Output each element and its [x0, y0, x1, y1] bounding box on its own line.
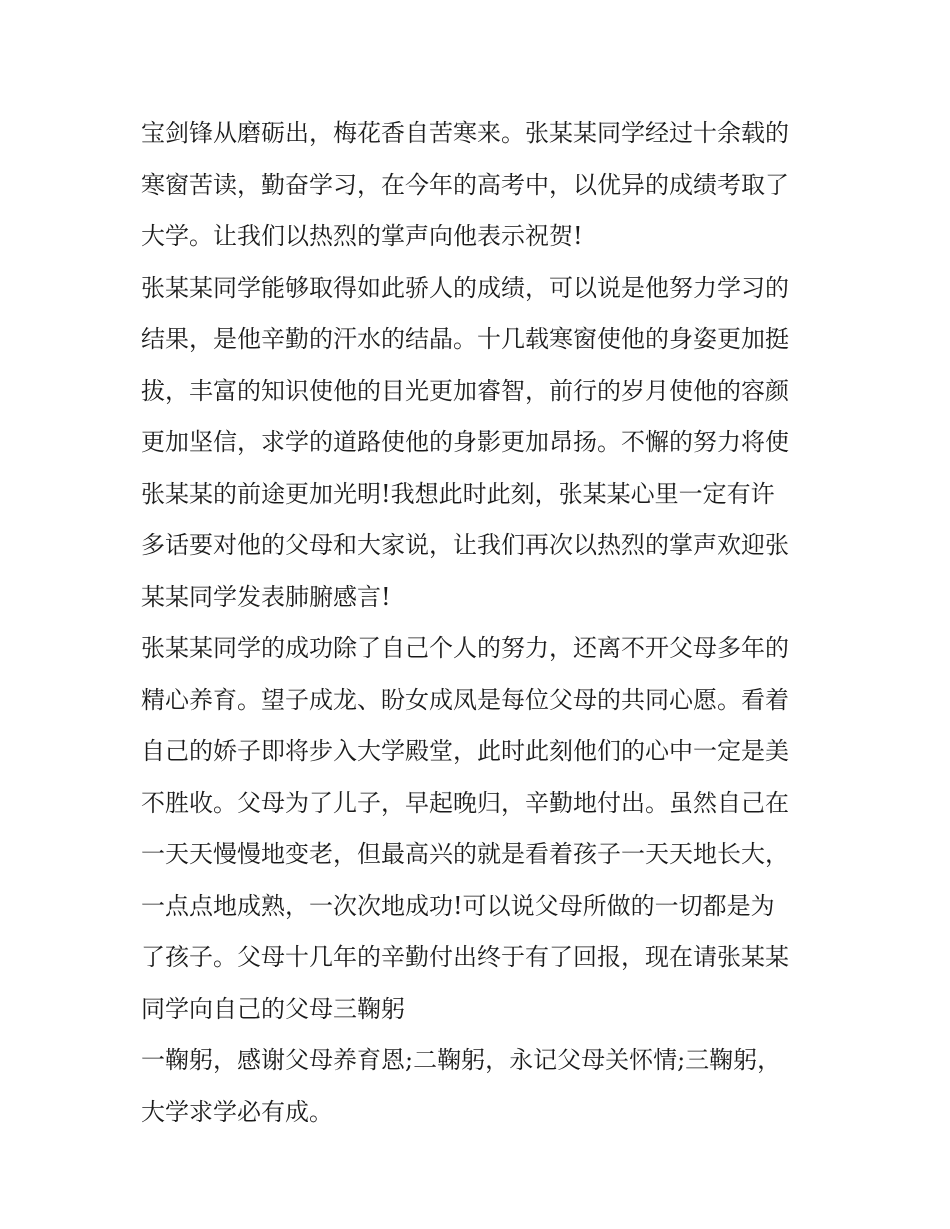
text-line-4: 张某某同学能够取得如此骄人的成绩，可以说是他努力学习的 [141, 273, 789, 302]
document-body [141, 108, 821, 1138]
text-line-19: 一鞠躬，感谢父母养育恩;二鞠躬，永记父母关怀情;三鞠躬， [141, 1046, 782, 1074]
text-line-5: 结果，是他辛勤的汗水的结晶。十几载寒窗使他的身姿更加挺 [141, 325, 789, 353]
text-line-12: 精心养育。望子成龙、盼女成凤是每位父母的共同心愿。看着 [141, 685, 789, 714]
text-line-3: 大学。让我们以热烈的掌声向他表示祝贺! [141, 222, 583, 250]
text-line-18: 同学向自己的父母三鞠躬 [141, 994, 405, 1023]
text-line-17: 了孩子。父母十几年的辛勤付出终于有了回报，现在请张某某 [141, 943, 789, 971]
text-line-1: 宝剑锋从磨砺出，梅花香自苦寒来。张某某同学经过十余载的 [141, 119, 789, 147]
text-line-13: 自己的娇子即将步入大学殿堂，此时此刻他们的心中一定是美 [141, 737, 789, 765]
text-line-16: 一点点地成熟，一次次地成功!可以说父母所做的一切都是为 [141, 891, 775, 920]
text-line-6: 拔，丰富的知识使他的目光更加睿智，前行的岁月使他的容颜 [141, 376, 789, 405]
text-line-20: 大学求学必有成。 [141, 1097, 333, 1126]
text-line-11: 张某某同学的成功除了自己个人的努力，还离不开父母多年的 [141, 634, 789, 662]
text-line-9: 多话要对他的父母和大家说，让我们再次以热烈的掌声欢迎张 [141, 531, 789, 559]
text-line-15: 一天天慢慢地变老，但最高兴的就是看着孩子一天天地长大， [141, 840, 789, 868]
text-line-2: 寒窗苦读，勤奋学习，在今年的高考中，以优异的成绩考取了 [141, 170, 789, 199]
text-line-14: 不胜收。父母为了儿子，早起晚归，辛勤地付出。虽然自己在 [141, 788, 789, 817]
text-line-8: 张某某的前途更加光明!我想此时此刻，张某某心里一定有许 [141, 479, 775, 508]
text-line-10: 某某同学发表肺腑感言! [141, 582, 391, 611]
text-line-7: 更加坚信，求学的道路使他的身影更加昂扬。不懈的努力将使 [141, 428, 789, 456]
